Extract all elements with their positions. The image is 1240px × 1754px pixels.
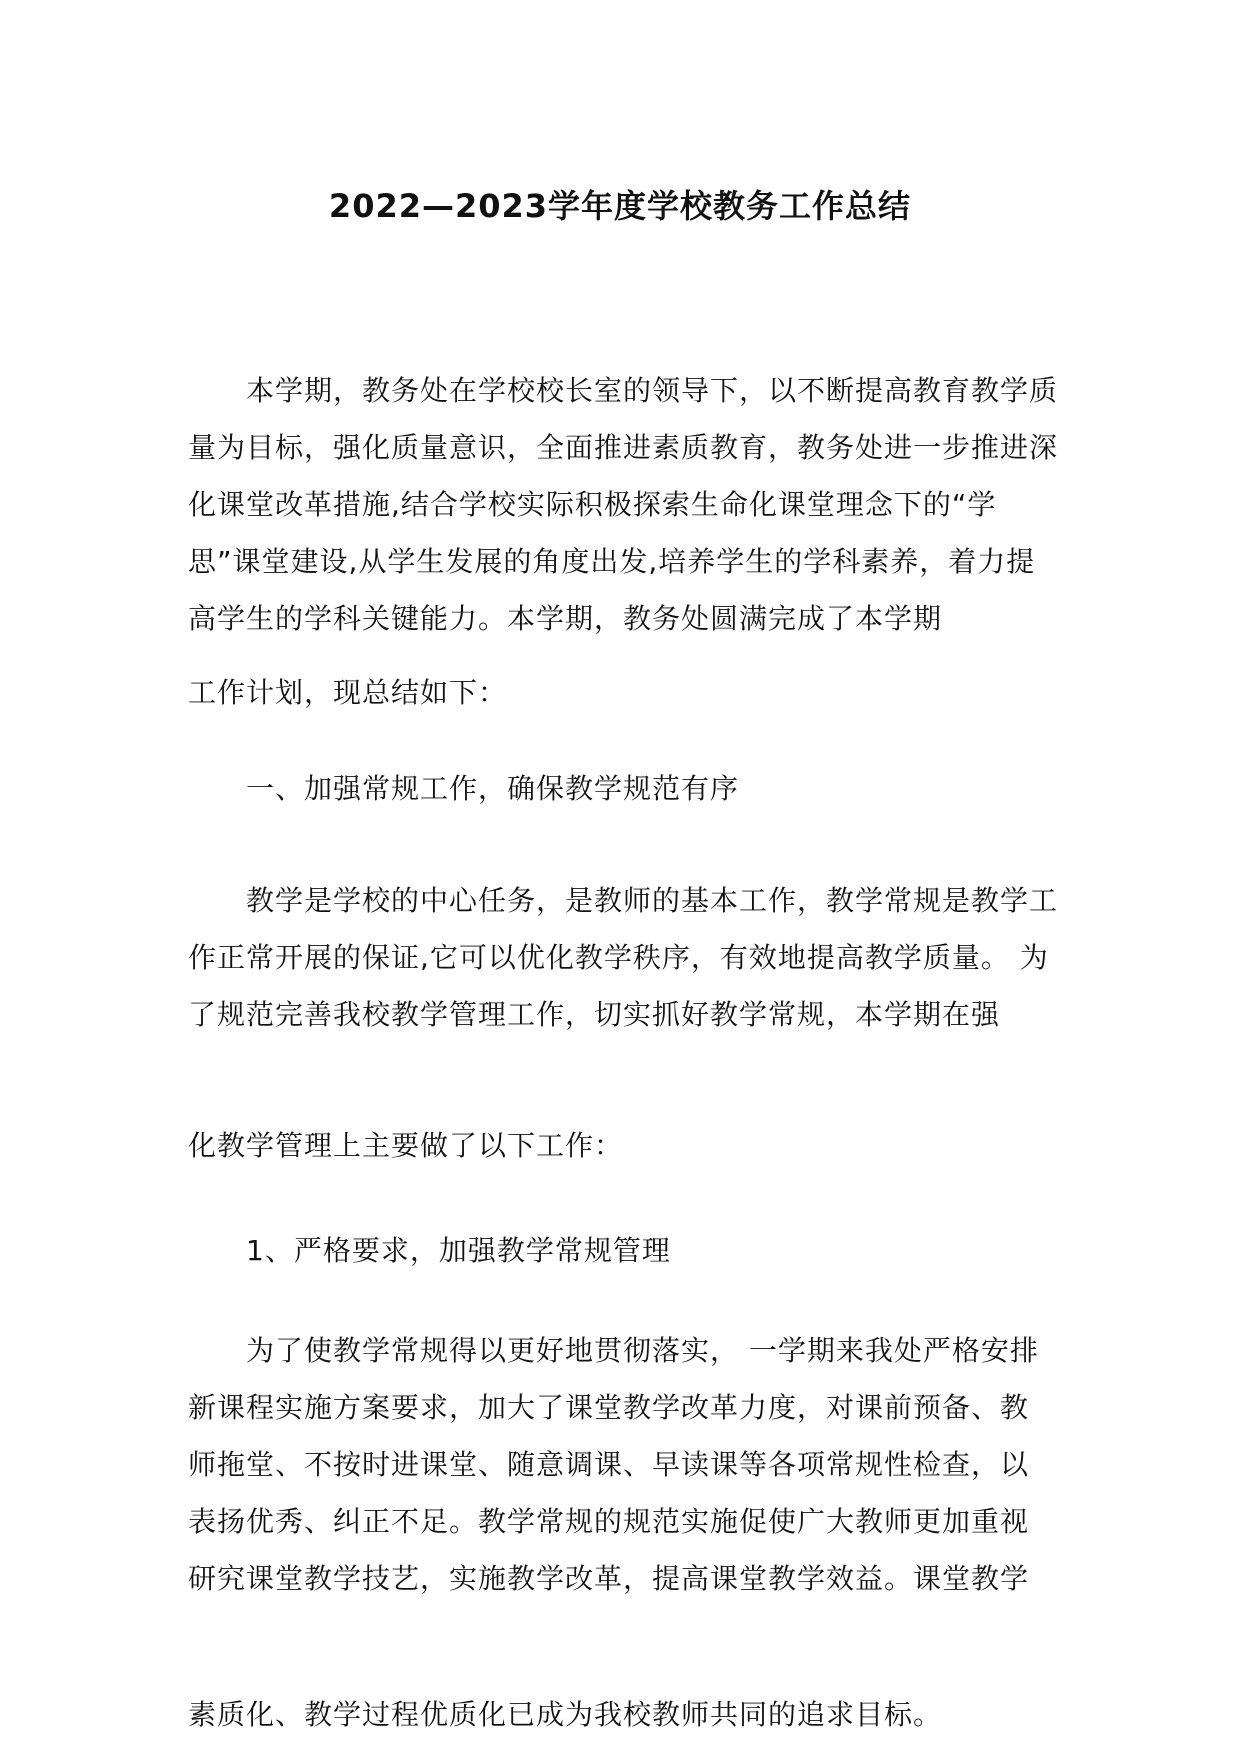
paragraph-routine: 为了使教学常规得以更好地贯彻落实， 一学期来我处严格安排 新课程实施方案要求，加大了课堂教学改革力度，对课前预备、教 师拖堂、不按时进课堂、随意调课、早读课等各项常规性检查，以 表扬优秀、纠正不足。教学常规的规范实施促使广大教师更加重视 研究课堂教学技艺，实施教学改革，提高课堂教学效益。课堂教学 <box>188 1334 1039 1595</box>
section-heading-1: 一、加强常规工作，确保教学规范有序 <box>246 772 740 805</box>
paragraph-teaching: 教学是学校的中心任务，是教师的基本工作，教学常规是教学工作正常开展的保证,它可以优化教学秩序，有效地提高教学质量。 为了规范完善我校教学管理工作，切实抓好教学常规，本学期在强 <box>188 884 1059 1031</box>
document-title: 2022—2023学年度学校教务工作总结 <box>328 187 912 226</box>
paragraph-teaching-continued: 化教学管理上主要做了以下工作： <box>188 1129 624 1162</box>
paragraph-intro-continued: 工作计划，现总结如下： <box>188 676 508 709</box>
subsection-heading-1: 1、严格要求，加强教学常规管理 <box>246 1234 671 1267</box>
paragraph-intro: 本学期，教务处在学校校长室的领导下，以不断提高教育教学质量为目标，强化质量意识，全面推进素质教育，教务处进一步推进深化课堂改革措施,结合学校实际积极探索生命化课堂理念下的“学思”课堂建设,从学生发展的角度出发,培养学生的学科素养，着力提高学生的学科关键能力。本学期，教务处圆满完成了本学期 <box>188 374 1059 635</box>
paragraph-routine-continued: 素质化、教学过程优质化已成为我校教师共同的追求目标。 <box>188 1698 943 1731</box>
